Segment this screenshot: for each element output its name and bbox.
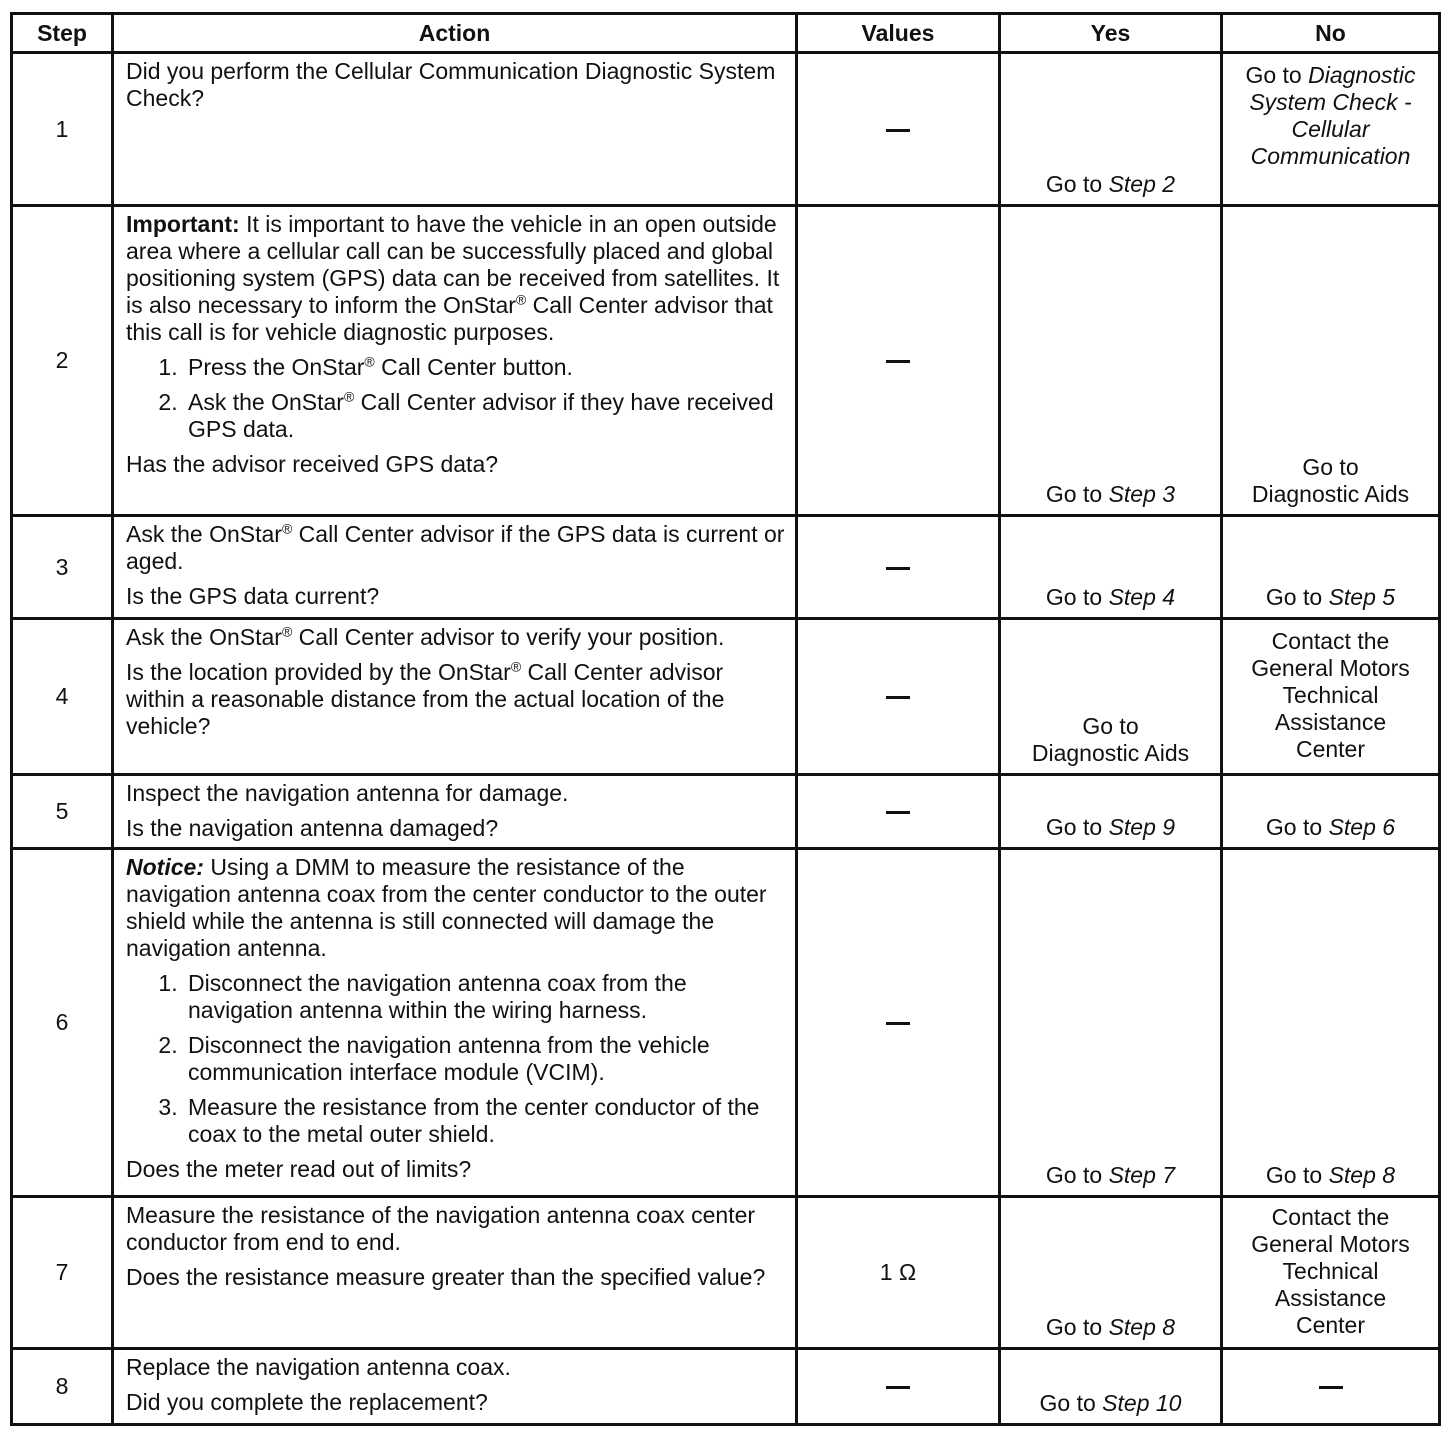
header-row [12, 14, 1440, 53]
dash-mark [1319, 1386, 1343, 1389]
question-text: Does the resistance measure greater than the specified value? [126, 1264, 766, 1290]
dash-mark [886, 696, 910, 699]
procedure-list [126, 970, 785, 1148]
list-item: 1. Press the OnStar® Call Center button. [184, 354, 785, 381]
no-target: Contact the General Motors Technical Assistance Center [1251, 628, 1410, 762]
value-text: 1 Ω [879, 1259, 917, 1285]
header-step: Step [12, 14, 113, 53]
action-cell [113, 53, 797, 206]
step-number: 5 [12, 775, 113, 849]
yes-cell: Go to Step 4 [1000, 516, 1222, 619]
step-number: 3 [12, 516, 113, 619]
step-number: 4 [12, 619, 113, 775]
step-number: 8 [12, 1349, 113, 1425]
action-cell [113, 206, 797, 516]
question-text: Is the navigation antenna damaged? [126, 815, 499, 841]
action-text: Measure the resistance of the navigation antenna coax center conductor from end to end. [126, 1202, 756, 1255]
yes-cell: Go to Step 8 [1000, 1197, 1222, 1349]
list-item: 1. Disconnect the navigation antenna coax from the navigation antenna within the wiring harness. [184, 970, 785, 1024]
values-cell [797, 849, 1000, 1197]
values-cell [797, 775, 1000, 849]
yes-cell: Go to Step 7 [1000, 849, 1222, 1197]
header-no: No [1222, 14, 1440, 53]
no-cell [1222, 619, 1440, 775]
yes-target: Step 4 [1108, 584, 1176, 610]
dash-mark [886, 1386, 910, 1389]
yes-target: Step 10 [1102, 1390, 1182, 1416]
header-action: Action [113, 14, 797, 53]
dash-mark [886, 567, 910, 570]
list-item: 2. Disconnect the navigation antenna from the vehicle communication interface module (VCIM). [184, 1032, 785, 1086]
no-cell: Go to Step 5 [1222, 516, 1440, 619]
yes-cell: Go to Diagnostic Aids [1000, 619, 1222, 775]
header-yes: Yes [1000, 14, 1222, 53]
action-cell [113, 1197, 797, 1349]
no-target: Step 6 [1328, 814, 1396, 840]
values-cell [797, 53, 1000, 206]
no-target: Diagnostic Aids [1251, 481, 1410, 507]
important-note: Important: It is important to have the vehicle in an open outside area where a cellular call can be successfully placed and global positioning system (GPS) data can be received from satellites. It is also necessary to inform the OnStar® Call Center advisor that this call is for vehicle diagnostic purposes. [126, 211, 780, 345]
values-cell [797, 516, 1000, 619]
step-number: 7 [12, 1197, 113, 1349]
question-text: Has the advisor received GPS data? [126, 451, 499, 477]
question-text: Is the location provided by the OnStar® Call Center advisor within a reasonable distance from the actual location of the vehicle? [126, 658, 725, 739]
no-target: Step 5 [1328, 584, 1396, 610]
table-row [12, 206, 1440, 516]
step-number: 1 [12, 53, 113, 206]
yes-cell: Go to Step 2 [1000, 53, 1222, 206]
action-cell [113, 775, 797, 849]
question-text: Is the GPS data current? [126, 583, 380, 609]
action-cell [113, 1349, 797, 1425]
no-target: Contact the General Motors Technical Assistance Center [1251, 1204, 1410, 1338]
list-item: 2. Ask the OnStar® Call Center advisor if they have received GPS data. [184, 389, 785, 443]
table-row [12, 1349, 1440, 1425]
yes-target: Step 7 [1108, 1162, 1176, 1188]
dash-mark [886, 1022, 910, 1025]
header-values: Values [797, 14, 1000, 53]
action-text: Did you perform the Cellular Communication Diagnostic System Check? [126, 58, 776, 111]
action-cell [113, 849, 797, 1197]
step-number: 6 [12, 849, 113, 1197]
yes-cell: Go to Step 10 [1000, 1349, 1222, 1425]
table-row [12, 619, 1440, 775]
action-cell [113, 516, 797, 619]
action-text: Ask the OnStar® Call Center advisor to verify your position. [126, 623, 725, 650]
no-target: Step 8 [1328, 1162, 1396, 1188]
no-cell [1222, 1349, 1440, 1425]
no-cell [1222, 1197, 1440, 1349]
table-row [12, 1197, 1440, 1349]
no-cell: Go to Diagnostic Aids [1222, 206, 1440, 516]
values-cell [797, 206, 1000, 516]
diagnostic-table [10, 12, 1441, 1426]
list-item: 3. Measure the resistance from the center conductor of the coax to the metal outer shield. [184, 1094, 785, 1148]
yes-target: Step 2 [1108, 171, 1176, 197]
values-cell [797, 619, 1000, 775]
values-cell [797, 1197, 1000, 1349]
question-text: Did you complete the replacement? [126, 1389, 488, 1415]
dash-mark [886, 811, 910, 814]
yes-target: Step 3 [1108, 481, 1176, 507]
notice-note: Notice: Using a DMM to measure the resistance of the navigation antenna coax from the center conductor to the outer shield while the antenna is still connected will damage the navigation antenna. [126, 854, 767, 961]
no-cell: Go to Step 6 [1222, 775, 1440, 849]
step-number: 2 [12, 206, 113, 516]
yes-target: Step 9 [1108, 814, 1176, 840]
action-text: Inspect the navigation antenna for damage. [126, 780, 569, 806]
action-cell [113, 619, 797, 775]
dash-mark [886, 129, 910, 132]
procedure-list [126, 354, 785, 443]
notice-label: Notice: [126, 854, 204, 880]
yes-cell: Go to Step 9 [1000, 775, 1222, 849]
important-label: Important: [126, 211, 240, 237]
table-row [12, 53, 1440, 206]
yes-target: Diagnostic Aids [1031, 740, 1190, 766]
yes-target: Step 8 [1108, 1314, 1176, 1340]
values-cell [797, 1349, 1000, 1425]
no-cell: Go to Step 8 [1222, 849, 1440, 1197]
dash-mark [886, 360, 910, 363]
action-text: Ask the OnStar® Call Center advisor if the GPS data is current or aged. [126, 520, 785, 574]
table-row [12, 516, 1440, 619]
no-target: Diagnostic System Check - Cellular Communication [1249, 62, 1416, 169]
question-text: Does the meter read out of limits? [126, 1156, 472, 1182]
registered-mark: ® [515, 291, 527, 308]
no-cell: Go to Diagnostic System Check - Cellular Communication [1222, 53, 1440, 206]
table-row [12, 849, 1440, 1197]
action-text: Replace the navigation antenna coax. [126, 1354, 511, 1380]
table-row [12, 775, 1440, 849]
yes-cell: Go to Step 3 [1000, 206, 1222, 516]
